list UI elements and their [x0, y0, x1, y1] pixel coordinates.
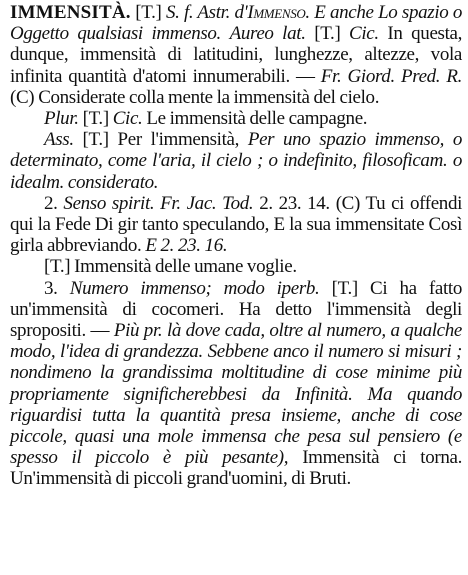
dictionary-entry: [10, 2, 462, 490]
entry-head-paragraph: [10, 2, 462, 108]
citation-source: Cic.: [112, 108, 143, 130]
quotation: Tu ci offendi qui la Fede Di gir tanto speculando, E la sua immensitate Così girla abbreviando.: [10, 192, 463, 257]
tag: [T.]: [82, 108, 109, 130]
sense-label: Senso spirit.: [63, 192, 155, 214]
phrase: Per l'immensità,: [117, 129, 240, 151]
tag: [T.]: [331, 277, 358, 299]
voglie-paragraph: [10, 256, 462, 277]
citation-ref: 2. 23. 14.: [259, 192, 330, 214]
sense-number: 3.: [44, 277, 58, 299]
definition-source: Aureo lat.: [229, 23, 306, 45]
sense-2-paragraph: [10, 193, 462, 257]
citation-source: Fr. Giord. Pred. R.: [320, 65, 462, 87]
quotation: In questa, dunque, immensità di latitudini, lunghezze, altezze, vola infinita quantità d'atomi innumerabili. —: [10, 23, 463, 87]
etymology-word: Immenso: [247, 2, 306, 23]
etymology-suffix: .: [305, 2, 310, 23]
tag: [T.]: [82, 129, 109, 151]
headword: IMMENSITÀ.: [10, 2, 131, 23]
tag: (C): [10, 86, 35, 108]
tag: (C): [335, 192, 360, 214]
quotation: Considerate colla mente la immensità del cielo.: [38, 86, 380, 108]
gloss: Per uno spazio immenso, o determinato, come l'aria, il cielo ; o indefinito, filosoficam. o idealm. considerato.: [10, 129, 462, 193]
sense-label: Plur.: [44, 108, 79, 130]
quotation: Immensità ci torna.: [302, 447, 462, 469]
grammar-label: S. f. Astr.: [165, 2, 230, 23]
quotation: Ci ha fatto un'immensità di cocomeri. Ha detto l'immensità degli spropositi. —: [10, 277, 462, 342]
tag: [T.]: [44, 256, 71, 278]
sense-3-paragraph: [10, 278, 462, 490]
sense-label: Ass.: [44, 129, 74, 151]
phrase: Immensità delle umane voglie.: [74, 256, 297, 278]
quotation: Un'immensità di piccoli grand'uomini, di Bruti.: [10, 468, 351, 490]
definition: E anche Lo spazio o Oggetto qualsiasi immenso.: [10, 2, 463, 45]
tag: [T.]: [314, 23, 341, 45]
plural-paragraph: [10, 108, 462, 129]
etymology-prefix: d': [234, 2, 248, 23]
absolute-paragraph: [10, 129, 462, 193]
citation-ref: E 2. 23. 16.: [145, 235, 228, 257]
quotation: Le immensità delle campagne.: [146, 108, 368, 130]
sense-number: 2.: [44, 192, 58, 214]
citation-source: Cic.: [349, 23, 379, 45]
gloss: Più pr. là dove cada, oltre al numero, a qualche modo, l'idea di grandezza. Sebbene anco il numero si misuri ; nondimeno la grandissima moltitudine di cose minime più propriamente significherebbesi da Infinità. Ma quando riguardisi tutta la quantità presa insieme, anche di cose piccole, quasi una mole immensa che pesa sul pensiero (e spesso il piccolo è più pesante),: [10, 320, 462, 469]
citation-source: Fr. Jac. Tod.: [160, 192, 254, 214]
sense-label: Numero immenso; modo iperb.: [69, 277, 320, 299]
tag: [T.]: [135, 2, 162, 23]
